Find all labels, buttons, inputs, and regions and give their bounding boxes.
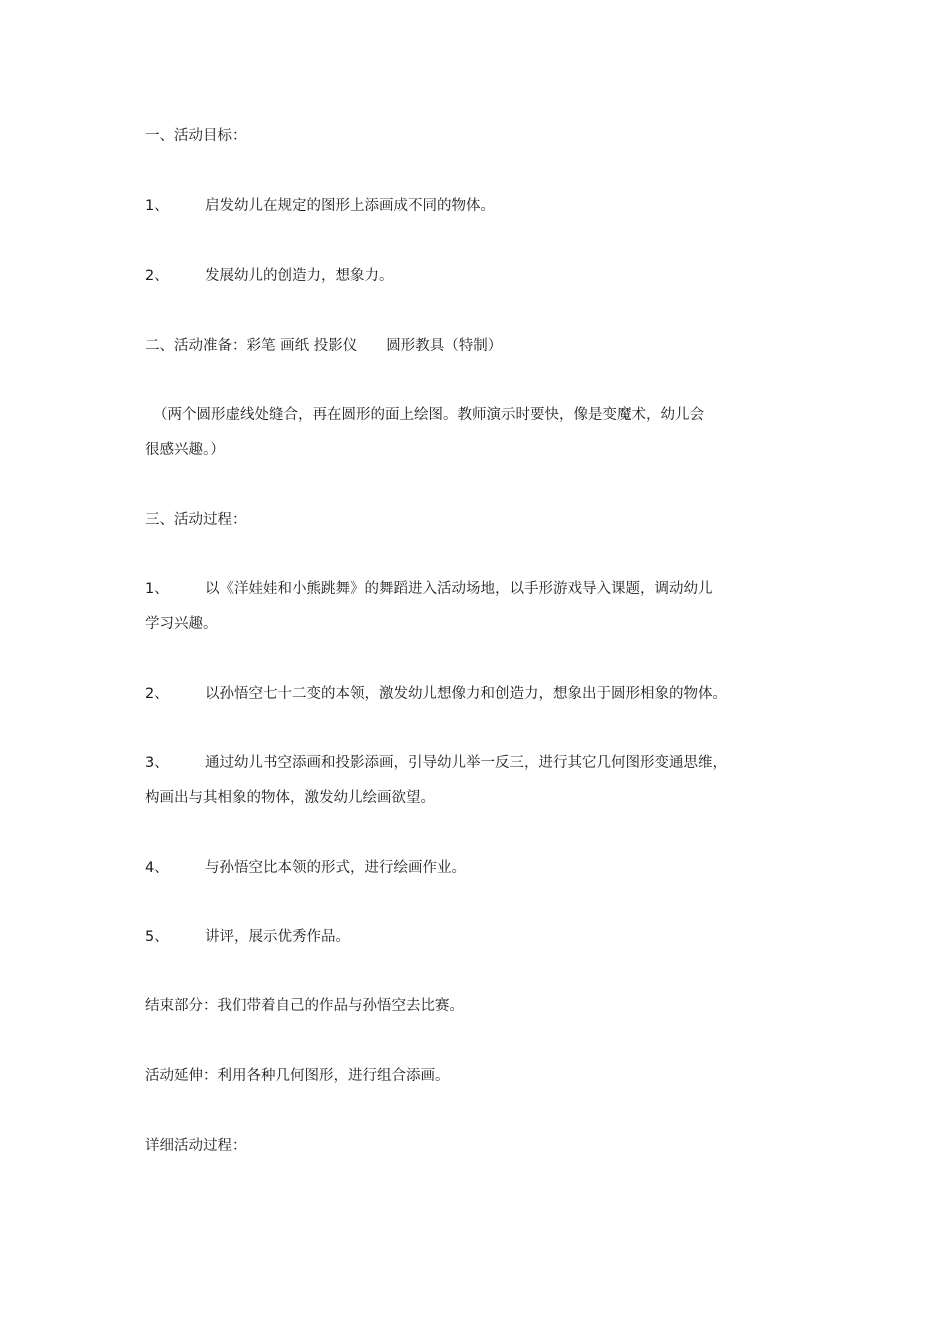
prep-note-line-1: （两个圆形虚线处缝合，再在圆形的面上绘图。教师演示时要快，像是变魔术，幼儿会	[153, 407, 704, 423]
step-text: 讲评，展示优秀作品。	[205, 929, 350, 945]
section2-title: 二、活动准备：彩笔 画纸 投影仪 圆形教具（特制）	[145, 338, 503, 354]
extension-paragraph: 活动延伸：利用各种几何图形，进行组合添画。	[145, 1068, 450, 1084]
prep-note-line-2: 很感兴趣。）	[145, 442, 225, 458]
goal-item-1	[145, 189, 495, 223]
step-item-3	[145, 746, 727, 780]
goal-text: 启发幼儿在规定的图形上添画成不同的物体。	[205, 198, 495, 214]
step-text: 通过幼儿书空添画和投影添画，引导幼儿举一反三，进行其它几何图形变通思维，	[205, 755, 727, 771]
step-item-3-continued: 构画出与其相象的物体，激发幼儿绘画欲望。	[145, 790, 435, 806]
step-item-4	[145, 851, 466, 885]
step-number: 1、	[145, 581, 169, 597]
step-item-1-continued: 学习兴趣。	[145, 616, 218, 632]
step-item-5	[145, 920, 350, 954]
step-item-2	[145, 677, 727, 711]
section3-title: 三、活动过程：	[145, 512, 247, 528]
goal-number: 1、	[145, 198, 169, 214]
step-text: 与孙悟空比本领的形式，进行绘画作业。	[205, 860, 466, 876]
goal-number: 2、	[145, 268, 169, 284]
goal-text: 发展幼儿的创造力，想象力。	[205, 268, 394, 284]
step-number: 2、	[145, 686, 169, 702]
section1-title: 一、活动目标：	[145, 128, 247, 144]
step-number: 4、	[145, 860, 169, 876]
goal-item-2	[145, 259, 394, 293]
step-text: 以孙悟空七十二变的本领，激发幼儿想像力和创造力，想象出于圆形相象的物体。	[205, 686, 727, 702]
ending-paragraph: 结束部分：我们带着自己的作品与孙悟空去比赛。	[145, 998, 464, 1014]
step-text: 以《洋娃娃和小熊跳舞》的舞蹈进入活动场地，以手形游戏导入课题，调动幼儿	[205, 581, 713, 597]
step-number: 5、	[145, 929, 169, 945]
step-number: 3、	[145, 755, 169, 771]
detail-title: 详细活动过程：	[145, 1138, 247, 1154]
step-item-1	[145, 572, 713, 606]
